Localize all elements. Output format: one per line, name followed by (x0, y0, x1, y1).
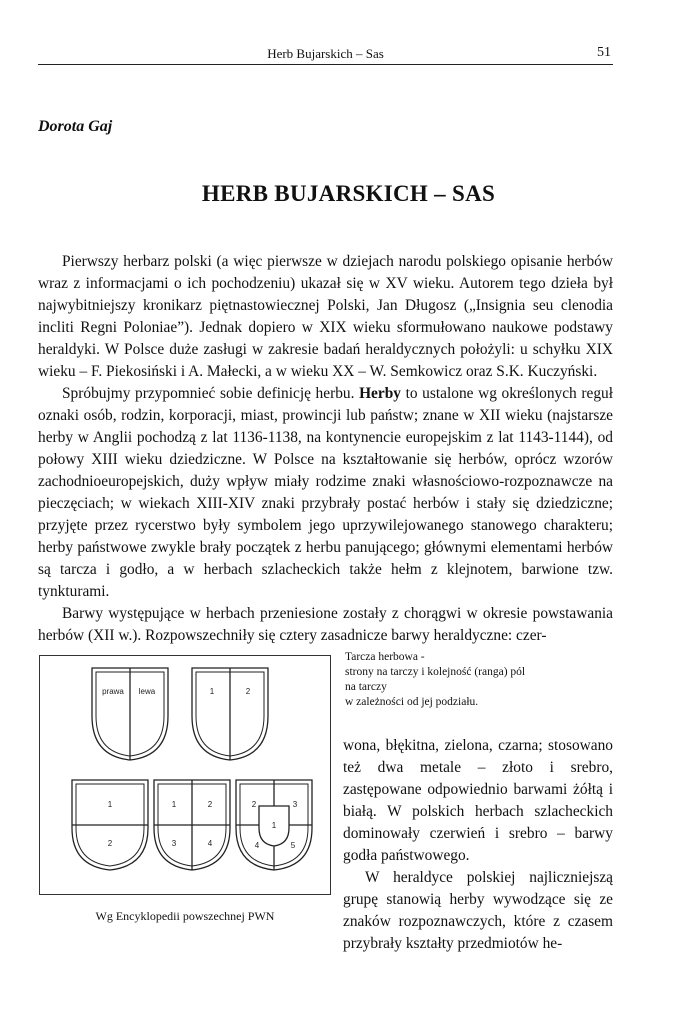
shield-division-figure (39, 655, 331, 895)
shield-per-pale (192, 668, 268, 760)
caption-line-1: Tarcza herbowa - (345, 651, 425, 663)
shield-left-right (92, 668, 168, 760)
article-body (38, 251, 613, 647)
shield-quartered (154, 780, 230, 870)
label-lewa: lewa (138, 687, 156, 696)
figure-caption (345, 650, 605, 710)
article-title: HERB BUJARSKICH – SAS (201, 181, 496, 206)
label-field-1: 1 (171, 800, 177, 809)
side-column-text (343, 735, 613, 955)
figure-source: Wg Encyklopedii powszechnej PWN (95, 909, 275, 923)
label-field-2: 2 (251, 800, 257, 809)
paragraph-1: Pierwszy herbarz polski (a więc pierwsze w dziejach narodu polskiego opisanie herbów wraz z informacjami o ich pochodzeniu) ukazał się w XV wieku. Autorem tego dzieła był najwybitniejszy kronikarz piętnastowiecznej Polski, Jan Długosz („Insignia seu clenodia incliti Regni Poloniae”). Jednak dopiero w XIX wieku sformułowano naukowe podstawy heraldyki. W Polsce duże zasługi w zakresie badań heraldycznych położyli: u schyłku XIX wieku – F. Piekosiński i A. Małecki, a w wieku XX – W. Semkowicz oraz S.K. Kuczyński. (38, 253, 613, 380)
paragraph-3: Barwy występujące w herbach przeniesione zostały z chorągwi w okresie powstawania herbów (XII w.). Rozpowszechniły się cztery zasadnicze barwy heraldyczne: czer- (38, 605, 613, 644)
label-prawa: prawa (102, 687, 124, 696)
label-field-4: 4 (207, 839, 213, 848)
label-field-2: 2 (107, 839, 113, 848)
label-field-5: 5 (290, 841, 296, 850)
paragraph-2-definition: to ustalone wg określonych reguł oznaki osób, rodzin, korporacji, miast, prowincji lub państw; znane w XII wieku (najstarsze herby w Anglii pochodzą z lat 1136-1138, na kontynencie europejskim z lat 1143-1144), od połowy XIII wieku dziedziczne. W Polsce na kształtowanie się herbów, oprócz wzorów zachodnioeuropejskich, duży wpływ miały rodzime znaki własnościowo-rozpoznawcze na pieczęciach; w wiekach XIII-XIV znaki przybrały postać herbów i stały się dziedziczne; przyjęte przez rycerstwo były symbolem jego uprzywilejowanego stanowego charakteru; herby państwowe zwykle brały początek z herbu panującego; głównymi elementami herbów są tarcza i godło, a w herbach szlacheckich także hełm z klejnotem, barwione tzw. tynkturami. (38, 385, 613, 600)
side-paragraph-2: W heraldyce polskiej najliczniejszą grupę stanowią herby wywodzące się ze znaków rozpoznawczych, które z czasem przybrały kształty przedmiotów he- (343, 869, 613, 952)
paragraph-2 (38, 383, 613, 603)
label-field-1: 1 (209, 687, 215, 696)
paragraph-2-intro: Spróbujmy przypomnieć sobie definicję herbu. (62, 385, 355, 402)
term-herby: Herby (359, 385, 401, 402)
label-field-3: 3 (292, 800, 298, 809)
label-field-2: 2 (207, 800, 213, 809)
caption-line-4: w zależności od jej podziału. (345, 696, 479, 708)
author-name: Dorota Gaj (38, 118, 113, 135)
shield-quartered-inescutcheon (236, 780, 312, 870)
caption-line-3: na tarczy (345, 681, 387, 693)
side-paragraph-1: wona, błękitna, zielona, czarna; stosowano też dwa metale – złoto i srebro, zastępowane odpowiednio barwami żółtą i białą. W polskich herbach szlacheckich dominowały czerwień i srebro – barwy godła państwowego. (343, 737, 613, 864)
shields-diagram (40, 656, 330, 894)
label-field-2: 2 (245, 687, 251, 696)
label-field-1: 1 (271, 821, 277, 830)
running-title: Herb Bujarskich – Sas (267, 46, 384, 61)
shield-per-fess (72, 780, 148, 870)
caption-line-2: strony na tarczy i kolejność (ranga) pól (345, 666, 526, 678)
page-number: 51 (597, 45, 611, 60)
label-field-1: 1 (107, 800, 113, 809)
label-field-4: 4 (254, 841, 260, 850)
label-field-3: 3 (171, 839, 177, 848)
running-header (38, 44, 613, 65)
